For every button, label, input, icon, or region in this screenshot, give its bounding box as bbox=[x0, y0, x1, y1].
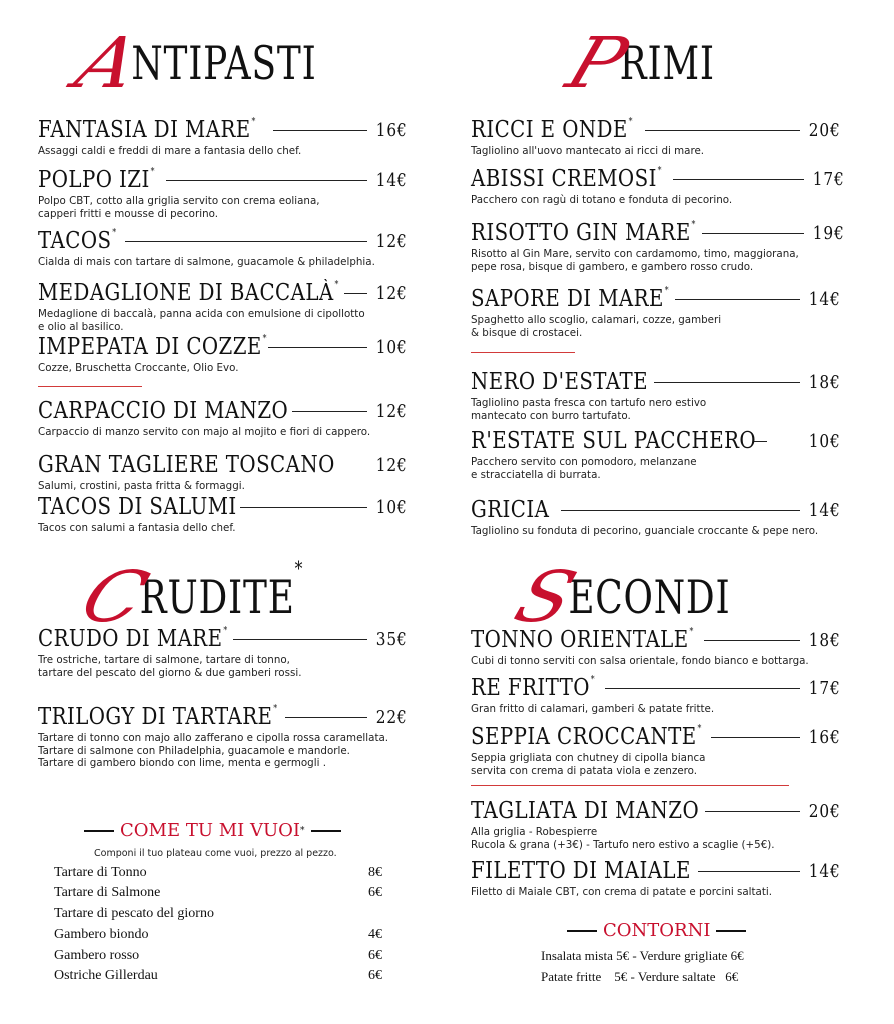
item-desc: Risotto al Gin Mare, servito con cardamomo, timo, maggiorana, pepe rosa, bisque di gambero, e gambero rosso crudo. bbox=[471, 248, 799, 273]
item-price: 12€ bbox=[375, 282, 408, 304]
menu-item bbox=[471, 496, 843, 538]
item-price: 14€ bbox=[375, 169, 408, 191]
item-price: 12€ bbox=[375, 454, 408, 476]
item-name: MEDAGLIONE DI BACCALÀ* bbox=[38, 280, 339, 306]
item-desc: Spaghetto allo scoglio, calamari, cozze, gamberi & bisque di crostacei. bbox=[471, 314, 722, 339]
item-desc: Pacchero servito con pomodoro, melanzane e stracciatella di burrata. bbox=[471, 456, 697, 481]
menu-item bbox=[471, 219, 847, 273]
item-name: R'ESTATE SUL PACCHERO bbox=[471, 428, 757, 454]
menu-item bbox=[471, 674, 843, 716]
leader-line bbox=[166, 180, 367, 181]
item-name: TAGLIATA DI MANZO bbox=[471, 798, 700, 824]
item-name: ABISSI CREMOSI* bbox=[471, 166, 662, 192]
item-desc: Assaggi caldi e freddi di mare a fantasia dello chef. bbox=[38, 145, 302, 157]
plateau-row: Tartare di Salmone 6€ bbox=[54, 885, 382, 900]
item-desc: Tacos con salumi a fantasia dello chef. bbox=[38, 522, 236, 534]
item-name: RICCI E ONDE* bbox=[471, 117, 633, 143]
item-name: TACOS DI SALUMI bbox=[38, 494, 237, 520]
leader-line bbox=[673, 179, 804, 180]
menu-item bbox=[471, 368, 843, 422]
menu-item bbox=[38, 451, 410, 493]
item-desc: Cialda di mais con tartare di salmone, guacamole & philadelphia. bbox=[38, 256, 375, 268]
item-price: 10€ bbox=[808, 430, 841, 452]
item-price: 20€ bbox=[808, 800, 841, 822]
item-name: FANTASIA DI MARE* bbox=[38, 117, 256, 143]
item-price: 19€ bbox=[812, 222, 845, 244]
item-name: GRAN TAGLIERE TOSCANO bbox=[38, 452, 335, 478]
right-column bbox=[471, 0, 851, 1024]
item-desc: Carpaccio di manzo servito con majo al mojito e fiori di cappero. bbox=[38, 426, 371, 438]
item-price: 20€ bbox=[808, 119, 841, 141]
contorni-line: Patate fritte 5€ - Verdure saltate 6€ bbox=[541, 969, 739, 984]
menu-item bbox=[38, 166, 410, 220]
item-price: 17€ bbox=[812, 168, 845, 190]
item-price: 10€ bbox=[375, 496, 408, 518]
item-name: SEPPIA CROCCANTE* bbox=[471, 724, 702, 750]
leader-line bbox=[702, 233, 803, 234]
menu-item bbox=[38, 279, 410, 333]
menu-item bbox=[38, 397, 410, 439]
item-desc: Gran fritto di calamari, gamberi & patate fritte. bbox=[471, 703, 715, 715]
item-name: FILETTO DI MAIALE bbox=[471, 858, 691, 884]
item-desc: Tagliolino all'uovo mantecato ai ricci di mare. bbox=[471, 145, 705, 157]
item-price: 18€ bbox=[808, 371, 841, 393]
plateau-row: Tartare di pescato del giorno bbox=[54, 906, 214, 921]
item-desc: Seppia grigliata con chutney di cipolla bianca servita con crema di patata viola e zenzero. bbox=[471, 752, 706, 777]
item-desc: Polpo CBT, cotto alla griglia servito con crema eoliana, capperi fritti e mousse di pecorino. bbox=[38, 195, 320, 220]
menu-item bbox=[38, 333, 410, 375]
item-desc: Tre ostriche, tartare di salmone, tartare di tonno, tartare del pescato del giorno & due gamberi rossi. bbox=[38, 654, 302, 679]
item-name: TACOS* bbox=[38, 228, 117, 254]
item-name: RISOTTO GIN MARE* bbox=[471, 220, 696, 246]
item-desc: Tagliolino su fonduta di pecorino, guanciale croccante & pepe nero. bbox=[471, 525, 819, 537]
item-name: CARPACCIO DI MANZO bbox=[38, 398, 289, 424]
item-price: 16€ bbox=[808, 726, 841, 748]
come-tu-mi-vuoi-heading: COME TU MI VUOI * bbox=[78, 820, 347, 841]
item-desc: Filetto di Maiale CBT, con crema di patate e porcini saltati. bbox=[471, 886, 773, 898]
leader-line bbox=[125, 241, 366, 242]
menu-item bbox=[38, 625, 410, 679]
antipasti-title: ANTIPASTI bbox=[65, 22, 317, 104]
item-price: 12€ bbox=[375, 230, 408, 252]
leader-line bbox=[705, 811, 799, 812]
item-name: NERO D'ESTATE bbox=[471, 369, 648, 395]
menu-item bbox=[38, 116, 410, 158]
menu-item bbox=[471, 285, 843, 339]
secondi-title: SECONDI bbox=[504, 556, 731, 638]
leader-line bbox=[698, 871, 800, 872]
item-desc: Tartare di tonno con majo allo zafferano e cipolla rossa caramellata. Tartare di salmone con Philadelphia, guacamole e mandorle. Tartare di gambero biondo con lime, menta e germogli . bbox=[38, 732, 389, 769]
item-name: GRICIA bbox=[471, 497, 550, 523]
leader-line bbox=[233, 639, 367, 640]
leader-line bbox=[711, 737, 799, 738]
leader-line bbox=[645, 130, 799, 131]
leader-line bbox=[344, 293, 367, 294]
item-price: 14€ bbox=[808, 860, 841, 882]
menu-item bbox=[471, 427, 843, 481]
item-desc: Salumi, crostini, pasta fritta & formaggi. bbox=[38, 480, 245, 492]
item-name: SAPORE DI MARE* bbox=[471, 286, 670, 312]
leader-line bbox=[704, 640, 800, 641]
red-divider bbox=[38, 386, 142, 387]
item-name: TRILOGY DI TARTARE* bbox=[38, 704, 278, 730]
item-desc: Tagliolino pasta fresca con tartufo nero estivo mantecato con burro tartufato. bbox=[471, 397, 707, 422]
item-price: 22€ bbox=[375, 706, 408, 728]
primi-title: PRIMI bbox=[556, 22, 715, 104]
contorni-line: Insalata mista 5€ - Verdure grigliate 6€ bbox=[541, 948, 744, 963]
item-price: 10€ bbox=[375, 336, 408, 358]
item-price: 35€ bbox=[375, 628, 408, 650]
item-price: 18€ bbox=[808, 629, 841, 651]
item-name: TONNO ORIENTALE* bbox=[471, 627, 694, 653]
leader-line bbox=[292, 411, 367, 412]
item-name: POLPO IZI* bbox=[38, 167, 155, 193]
item-name: IMPEPATA DI COZZE* bbox=[38, 334, 267, 360]
item-price: 14€ bbox=[808, 499, 841, 521]
plateau-row: Ostriche Gillerdau 6€ bbox=[54, 968, 382, 983]
item-desc: Cozze, Bruschetta Croccante, Olio Evo. bbox=[38, 362, 239, 374]
menu-item bbox=[38, 493, 410, 535]
leader-line bbox=[240, 507, 367, 508]
item-price: 17€ bbox=[808, 677, 841, 699]
menu-item bbox=[471, 116, 843, 158]
red-divider bbox=[471, 352, 575, 353]
plateau-row: Gambero rosso 6€ bbox=[54, 948, 382, 963]
crudite-title: CRUDITE* bbox=[70, 556, 304, 638]
leader-line bbox=[561, 510, 800, 511]
left-column bbox=[38, 0, 458, 1024]
item-price: 12€ bbox=[375, 400, 408, 422]
item-price: 14€ bbox=[808, 288, 841, 310]
item-name: CRUDO DI MARE* bbox=[38, 626, 228, 652]
plateau-row: Gambero biondo 4€ bbox=[54, 927, 382, 942]
plateau-row: Tartare di Tonno 8€ bbox=[54, 865, 382, 880]
item-desc: Alla griglia - Robespierre Rucola & grana (+3€) - Tartufo nero estivo a scaglie (+5€). bbox=[471, 826, 775, 851]
menu-item bbox=[471, 797, 843, 851]
red-divider bbox=[471, 785, 789, 786]
leader-line bbox=[605, 688, 799, 689]
item-desc: Cubi di tonno serviti con salsa orientale, fondo bianco e bottarga. bbox=[471, 655, 809, 667]
menu-item bbox=[471, 165, 847, 207]
leader-line bbox=[273, 130, 366, 131]
leader-line bbox=[285, 717, 367, 718]
item-price: 16€ bbox=[375, 119, 408, 141]
contorni-heading: CONTORNI bbox=[561, 920, 752, 941]
leader-line bbox=[268, 347, 366, 348]
menu-item bbox=[471, 857, 843, 899]
menu-item bbox=[471, 626, 843, 668]
plateau-note: Componi il tuo plateau come vuoi, prezzo al pezzo. bbox=[94, 848, 337, 859]
menu-item bbox=[471, 723, 843, 777]
leader-line bbox=[654, 382, 800, 383]
item-desc: Medaglione di baccalà, panna acida con emulsione di cipollotto e olio al basilico. bbox=[38, 308, 365, 333]
menu-item bbox=[38, 703, 410, 770]
item-desc: Pacchero con ragù di totano e fonduta di pecorino. bbox=[471, 194, 733, 206]
leader-line bbox=[675, 299, 799, 300]
menu-item bbox=[38, 227, 410, 269]
item-name: RE FRITTO* bbox=[471, 675, 596, 701]
